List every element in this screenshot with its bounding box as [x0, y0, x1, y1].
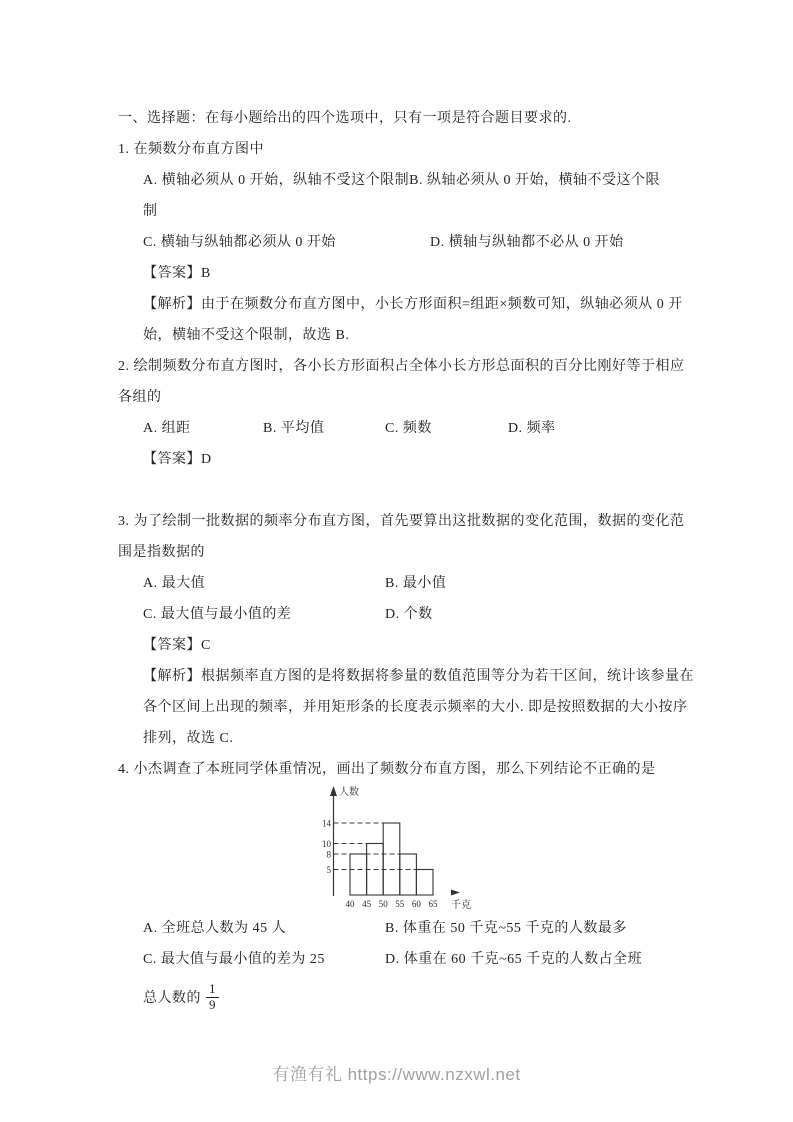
- y-axis-arrow-icon: [330, 786, 337, 796]
- y-tick-14: 14: [322, 818, 331, 829]
- q2-option-b: B. 平均值: [263, 421, 325, 436]
- q1-option-b: B. 纵轴必须从 0 开始，横轴不受这个限: [409, 173, 660, 188]
- q3-option-c: C. 最大值与最小值的差: [143, 607, 292, 622]
- q1-options-ab: [118, 165, 680, 196]
- q3-analysis-line3: 排列，故选 C.: [143, 731, 234, 746]
- fraction-denominator: 9: [209, 996, 216, 1012]
- bar-60-65: [416, 870, 433, 896]
- section-intro: 一、选择题：在每小题给出的四个选项中，只有一项是符合题目要求的.: [118, 111, 572, 126]
- q1-analysis-line2: 始，横轴不受这个限制，故选 B.: [143, 328, 350, 343]
- x-tick-40: 40: [345, 899, 355, 909]
- q1-option-b-wrap: 制: [143, 204, 158, 219]
- x-tick-50: 50: [378, 899, 388, 909]
- q4-options-cd: [118, 944, 680, 975]
- q4-histogram: [118, 785, 680, 913]
- q4-option-c: C. 最大值与最小值的差为 25: [143, 952, 325, 967]
- q2-options: [118, 413, 680, 444]
- q3-stem-line1: 3. 为了绘制一批数据的频率分布直方图，首先要算出这批数据的变化范围，数据的变化范: [118, 514, 685, 529]
- footer-watermark: 有渔有礼 https://www.nzxwl.net: [272, 1065, 521, 1084]
- x-tick-60: 60: [411, 899, 421, 909]
- q2-stem-line1: 2. 绘制频数分布直方图时，各小长方形面积占全体小长方形总面积的百分比刚好等于相应: [118, 359, 685, 374]
- q3-answer: 【答案】C: [143, 638, 211, 653]
- q1-option-a: A. 横轴必须从 0 开始，纵轴不受这个限制: [143, 173, 410, 188]
- q3-analysis-line2: 各个区间上出现的频率，并用矩形条的长度表示频率的大小. 即是按照数据的大小按序: [143, 700, 688, 715]
- q1-options-cd: [118, 227, 680, 258]
- q1-stem: 1. 在频数分布直方图中: [118, 142, 264, 157]
- worksheet-content: [118, 103, 694, 1019]
- q3-stem-line2: 围是指数据的: [118, 545, 205, 560]
- x-axis-label: 千克: [451, 900, 471, 911]
- q2-stem-line2: 各组的: [118, 390, 162, 405]
- fraction-numerator: 1: [206, 982, 219, 998]
- q1-analysis-line1: 【解析】由于在频数分布直方图中，小长方形面积=组距×频数可知，纵轴必须从 0 开: [143, 297, 683, 312]
- bar-40-45: [350, 854, 367, 895]
- q4-options-ab: [118, 913, 680, 944]
- q2-answer: 【答案】D: [143, 452, 212, 467]
- q2-option-c: C. 频数: [385, 421, 432, 436]
- bar-50-55: [383, 823, 400, 895]
- frequency-histogram-figure: [315, 785, 490, 913]
- q3-options-ab: [118, 568, 680, 599]
- q1-option-d: D. 横轴与纵轴都不必从 0 开始: [430, 235, 624, 250]
- y-axis-label: 人数: [339, 787, 359, 798]
- q4-option-d-wrap-text: 总人数的: [143, 991, 201, 1006]
- q3-options-cd: [118, 599, 680, 630]
- q4-option-b: B. 体重在 50 千克~55 千克的人数最多: [385, 921, 627, 936]
- x-tick-65: 65: [428, 899, 438, 909]
- q4-option-d-wrap-line: [118, 975, 680, 1019]
- q3-analysis-line1: 【解析】根据频率直方图的是将数据将参量的数值范围等分为若干区间，统计该参量在: [143, 669, 694, 684]
- q4-option-d: D. 体重在 60 千克~65 千克的人数占全班: [385, 952, 643, 967]
- bar-55-60: [400, 854, 417, 895]
- blank-line: [118, 475, 680, 506]
- q3-option-b: B. 最小值: [385, 576, 447, 591]
- q2-option-a: A. 组距: [143, 421, 191, 436]
- fraction-one-ninth: [206, 982, 219, 1013]
- x-tick-45: 45: [362, 899, 372, 909]
- q4-option-a: A. 全班总人数为 45 人: [143, 921, 287, 936]
- q1-answer: 【答案】B: [143, 266, 211, 281]
- x-axis-arrow-icon: [451, 890, 460, 896]
- y-tick-10: 10: [322, 839, 331, 849]
- y-tick-5: 5: [326, 865, 331, 875]
- q3-option-d: D. 个数: [385, 607, 433, 622]
- q4-stem: 4. 小杰调查了本班同学体重情况，画出了频数分布直方图，那么下列结论不正确的是: [118, 762, 656, 777]
- y-tick-8: 8: [326, 849, 331, 860]
- q3-option-a: A. 最大值: [143, 576, 206, 591]
- q1-option-c: C. 横轴与纵轴都必须从 0 开始: [143, 235, 336, 250]
- q2-option-d: D. 频率: [508, 421, 556, 436]
- x-tick-55: 55: [395, 899, 405, 909]
